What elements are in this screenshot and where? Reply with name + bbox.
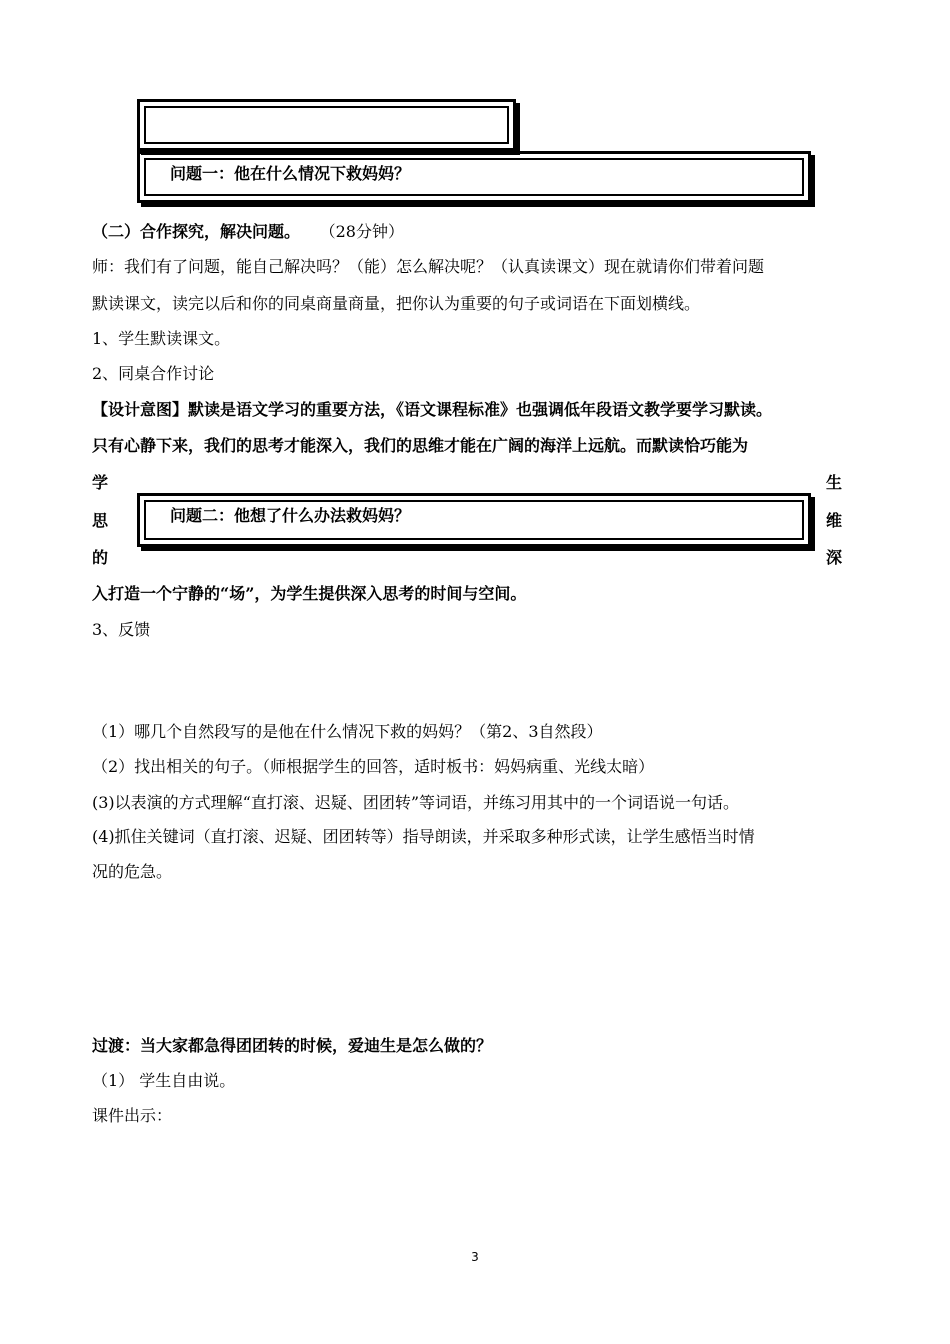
transition: 过渡：当大家都急得团团转的时候，爱迪生是怎么做的？	[92, 1036, 493, 1055]
feedback-4b: 况的危急。	[92, 862, 173, 881]
question1-box	[137, 151, 811, 203]
side-right-3: 深	[826, 548, 843, 567]
design-intent-line-3: 入打造一个宁静的“场”，为学生提供深入思考的时间与空间。	[92, 584, 527, 603]
section2-title	[92, 222, 404, 242]
empty-box-inner	[144, 106, 509, 144]
side-right-1: 生	[826, 473, 843, 492]
question2-box	[137, 493, 811, 547]
design-intent-line-2: 只有心静下来，我们的思考才能深入，我们的思维才能在广阔的海洋上远航。而默读恰巧能为	[92, 436, 749, 455]
teacher-line-2: 默读课文，读完以后和你的同桌商量商量，把你认为重要的句子或词语在下面划横线。	[92, 294, 701, 313]
empty-box	[137, 99, 516, 151]
side-right-2: 维	[826, 511, 843, 530]
feedback-1: （1）哪几个自然段写的是他在什么情况下救的妈妈？（第2、3自然段）	[92, 722, 603, 741]
side-left-1: 学	[92, 473, 109, 492]
courseware-label: 课件出示：	[92, 1106, 173, 1125]
question1-text: 问题一：他在什么情况下救妈妈？	[170, 164, 411, 183]
design-intent-line-1: 【设计意图】默读是语文学习的重要方法，《语文课程标准》也强调低年段语文教学要学习默读。	[92, 400, 773, 419]
teacher-line-1: 师：我们有了问题，能自己解决吗？（能）怎么解决呢？（认真读课文）现在就请你们带着问题	[92, 257, 765, 276]
feedback-3: (3)以表演的方式理解“直打滚、迟疑、团团转”等词语，并练习用其中的一个词语说一句话。	[92, 793, 740, 812]
section2-time: （28分钟）	[319, 222, 404, 241]
feedback-2: （2）找出相关的句子。（师根据学生的回答，适时板书：妈妈病重、光线太暗）	[92, 757, 655, 776]
feedback-4a: (4)抓住关键词（直打滚、迟疑、团团转等）指导朗读，并采取多种形式读，让学生感悟当时情	[92, 827, 755, 846]
side-left-3: 的	[92, 548, 109, 567]
page-number: 3	[471, 1250, 479, 1264]
step-2: 2、同桌合作讨论	[92, 364, 215, 383]
side-left-2: 思	[92, 511, 109, 530]
section2-title-text: （二）合作探究，解决问题。	[92, 222, 301, 241]
question2-text: 问题二：他想了什么办法救妈妈？	[170, 506, 411, 525]
step-3: 3、反馈	[92, 620, 151, 639]
step-1: 1、学生默读课文。	[92, 329, 231, 348]
transition-item-1: （1） 学生自由说。	[92, 1071, 236, 1090]
